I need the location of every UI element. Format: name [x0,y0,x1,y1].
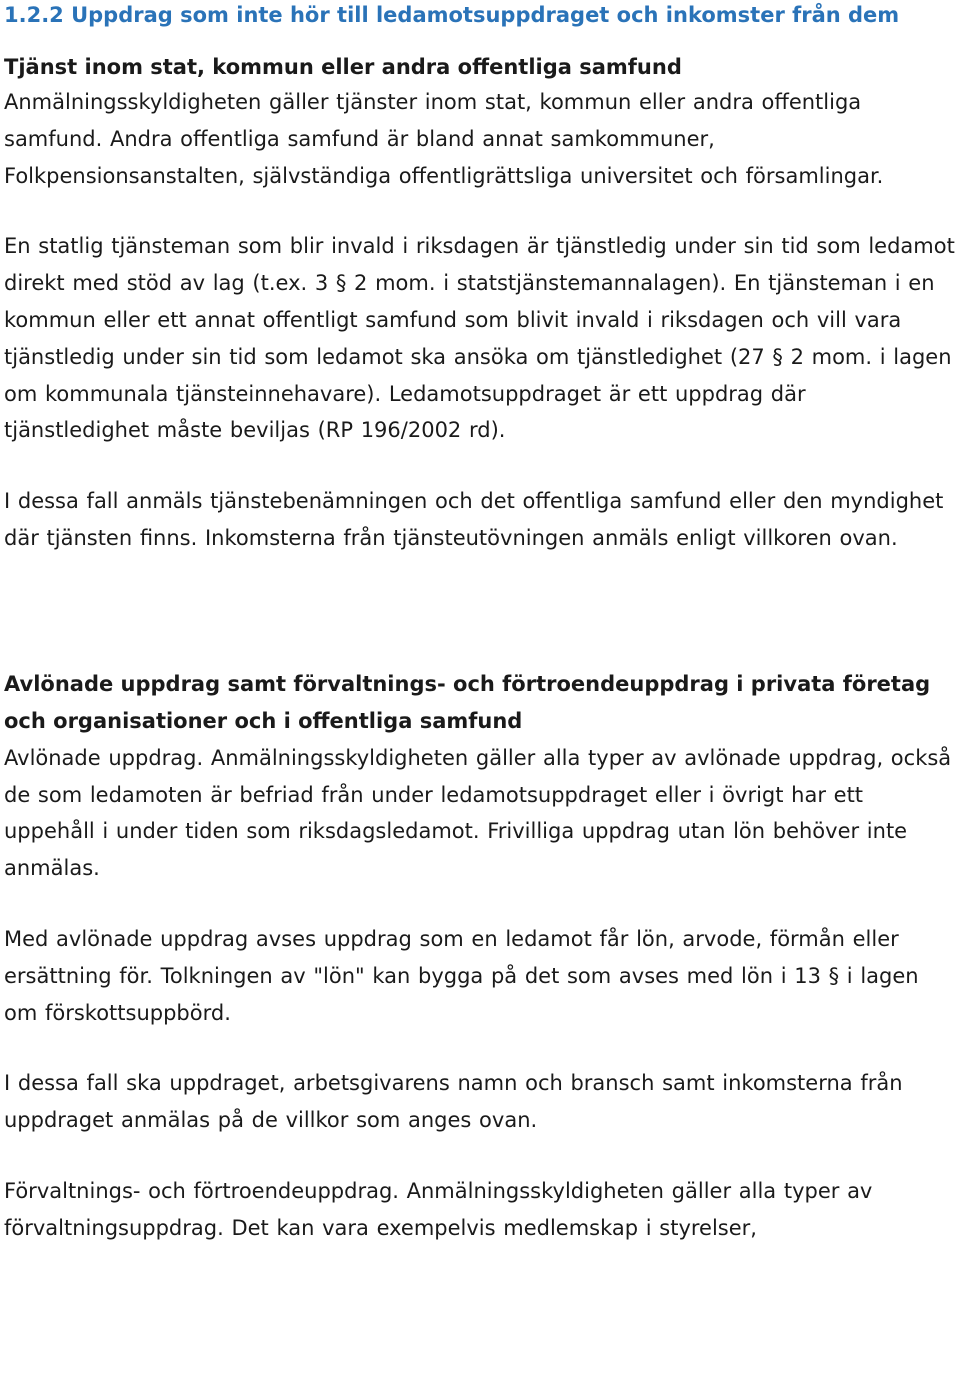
spacer [4,887,956,921]
paragraph: Med avlönade uppdrag avses uppdrag som en ledamot får lön, arvode, förmån eller ersättning för. Tolkningen av "lön" kan bygga på det som avses med lön i 13 § i lagen om förskottsuppbörd. [4,926,919,1025]
spacer [4,1031,956,1065]
spacer [4,30,956,50]
spacer [4,194,956,228]
paragraph: Förvaltnings- och förtroendeuppdrag. Anmälningsskyldigheten gäller alla typer av förvaltningsuppdrag. Det kan vara exempelvis medlemskap i styrelser, [4,1178,873,1240]
subsection-title-public-service: Tjänst inom stat, kommun eller andra offentliga samfund [4,55,682,79]
spacer [4,1139,956,1173]
paragraph: I dessa fall anmäls tjänstebenämningen och det offentliga samfund eller den myndighet där tjänsten finns. Inkomsterna från tjänsteutövningen anmäls enligt villkoren ovan. [4,489,944,550]
subsection-title-paid-assignments: Avlönade uppdrag samt förvaltnings- och förtroendeuppdrag i privata företag och organisationer och i offentliga samfund [4,671,931,733]
section-heading: 1.2.2 Uppdrag som inte hör till ledamotsuppdraget och inkomster från dem [4,3,900,27]
spacer [4,449,956,483]
spacer [4,557,956,666]
paragraph: I dessa fall ska uppdraget, arbetsgivarens namn och bransch samt inkomsterna från uppdraget anmälas på de villkor som anges ovan. [4,1071,903,1133]
paragraph: Avlönade uppdrag. Anmälningsskyldigheten gäller alla typer av avlönade uppdrag, också de som ledamoten är befriad från under ledamotsuppdraget eller i övrigt har ett uppehåll i under tiden som riksdagsledamot. Frivilliga uppdrag utan lön behöver inte anmälas. [4,745,952,881]
document-page [4,0,956,1247]
paragraph: Anmälningsskyldigheten gäller tjänster inom stat, kommun eller andra offentliga samfund. Andra offentliga samfund är bland annat samkommuner, Folkpensionsanstalten, självständiga offentligrättsliga universitet och församlingar. [4,90,884,188]
paragraph: En statlig tjänsteman som blir invald i riksdagen är tjänstledig under sin tid som ledamot direkt med stöd av lag (t.ex. 3 § 2 mom. i statstjänstemannalagen). En tjänsteman i en kommun eller ett annat offentligt samfund som blivit invald i riksdagen och vill vara tjänstledig under sin tid som ledamot ska ansöka om tjänstledighet (27 § 2 mom. i lagen om kommunala tjänsteinnehavare). Ledamotsuppdraget är ett uppdrag där tjänstledighet måste beviljas (RP 196/2002 rd). [4,234,955,443]
